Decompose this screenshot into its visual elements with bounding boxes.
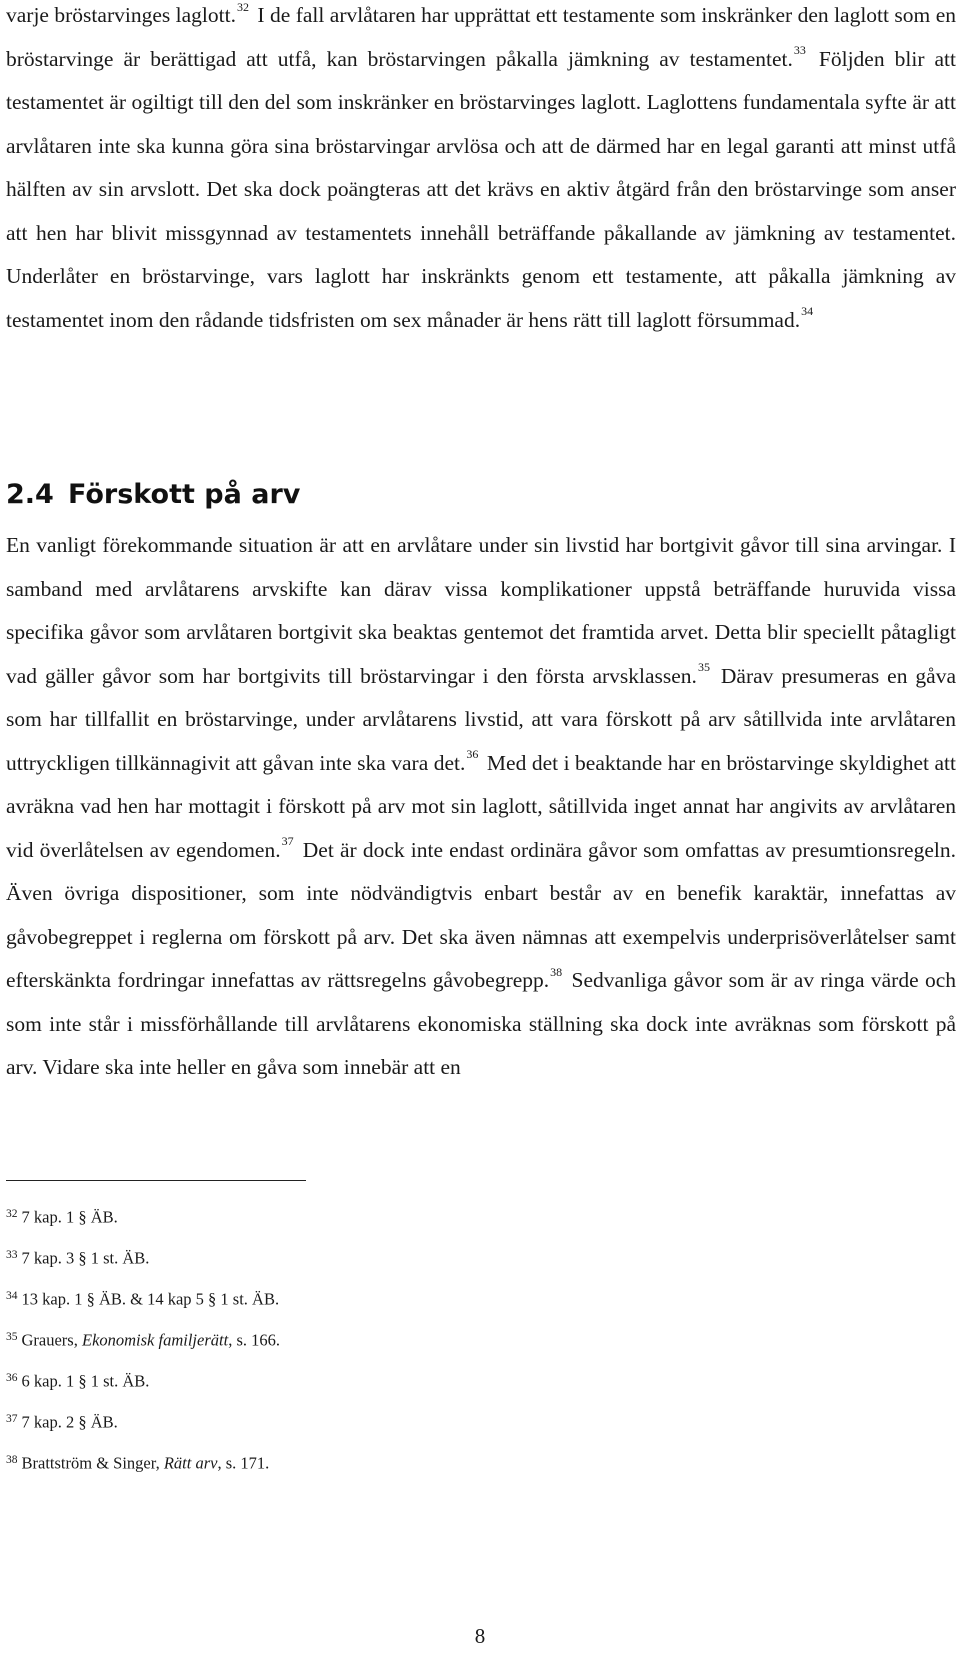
footnote-item: $^{34}$ 13 kap. 1 § ÄB. & 14 kap 5 § 1 st. ÄB.: [6, 1289, 280, 1309]
footnote-reference: 33: [793, 43, 806, 58]
paragraph-forskott: En vanligt förekommande situation är att en arvlåtare under sin livstid har bortgivit gåvor till sina arvingar. I samband med arvlåtarens arvskifte kan därav vissa komplikationer uppstå beträffande huruvida vissa specifika gåvor som arvlåtaren bortgivit ska beaktas gentemot det framtida arvet. Detta blir speciellt påtagligt vad gäller gåvor som har bortgivits till bröstarvingar i den första arvsklassen.$^{35}$ Därav presumeras en gåva som har tillfallit en bröstarvinge, under arvlåtarens livstid, att vara förskott på arv såtillvida inte arvlåtaren uttryckligen tillkännagivit att gåvan inte ska vara det.$^{36}$ Med det i beaktande har en bröstarvinge skyldighet att avräkna vad hen har mottagit i förskott på arv mot sin laglott, såtillvida inget annat har angivits av arvlåtaren vid överlåtelsen av egendomen.$^{37}$ Det är dock inte endast ordinära gåvor som omfattas av presumtionsregeln. Även övriga dispositioner, som inte nödvändigtvis enbart består av en benefik karaktär, innefattas av gåvobegreppet i reglerna om förskott på arv. Det ska även nämnas att exempelvis underprisöverlåtelser samt efterskänkta fordringar innefattas av rättsregelns gåvobegrepp.$^{38}$ Sedvanliga gåvor som är av ringa värde och som inte står i missförhållande till arvlåtarens ekonomiska ställning ska dock inte avräknas som förskott på arv. Vidare ska inte heller en gåva som innebär att en: [6, 533, 956, 1079]
footnote-number: 33: [6, 1249, 18, 1261]
page-number: 8: [474, 1624, 486, 1648]
italic-title: Ekonomisk familjerätt: [81, 1330, 229, 1350]
footnote-number: 35: [6, 1331, 18, 1343]
footnote-number: 37: [6, 1413, 18, 1425]
section-number: 2.4: [6, 479, 54, 510]
footnote-reference: 37: [281, 834, 294, 849]
italic-title: Rätt arv: [163, 1453, 218, 1473]
footnote-reference: 32: [236, 0, 249, 14]
footnote-item: $^{32}$ 7 kap. 1 § ÄB.: [6, 1207, 118, 1227]
footnote-item: $^{33}$ 7 kap. 3 § 1 st. ÄB.: [6, 1248, 150, 1268]
footnote-reference: 35: [697, 660, 710, 675]
footnote-number: 38: [6, 1454, 18, 1466]
footnote-item: $^{35}$ Grauers, Ekonomisk familjerätt, s. 166.: [6, 1330, 280, 1350]
footnote-reference: 34: [801, 304, 814, 319]
footnote-reference: 38: [550, 964, 563, 979]
footnote-item: $^{37}$ 7 kap. 2 § ÄB.: [6, 1412, 118, 1432]
footnote-number: 36: [6, 1372, 18, 1384]
footnote-number: 34: [6, 1290, 18, 1302]
footnote-reference: 36: [466, 747, 479, 762]
section-heading: [6, 478, 300, 512]
footnote-item: $^{36}$ 6 kap. 1 § 1 st. ÄB.: [6, 1371, 150, 1391]
paragraph-laglott: varje bröstarvinges laglott.$^{32}$ I de fall arvlåtaren har upprättat ett testamente som inskränker den laglott som en bröstarvinge är berättigad att utfå, kan bröstarvingen påkalla jämkning av testamentet.$^{33}$ Följden blir att testamentet är ogiltigt till den del som inskränker en bröstarvinges laglott. Laglottens fundamentala syfte är att arvlåtaren inte ska kunna göra sina bröstarvingar arvlösa och att de därmed har en legal garanti att minst utfå hälften av sin arvslott. Det ska dock poängteras att det krävs en aktiv åtgärd från den bröstarvinge som anser att hen har blivit missgynnad av testamentets innehåll beträffande påkallande av jämkning av testamentet. Underlåter en bröstarvinge, vars laglott har inskränkts genom ett testamente, att påkalla jämkning av testamentet inom den rådande tidsfristen om sex månader är hens rätt till laglott försummad.$^{34}$: [6, 0, 956, 332]
footnote-separator: [6, 1180, 306, 1181]
section-title: Förskott på arv: [68, 479, 301, 510]
footnote-list: [6, 1195, 280, 1482]
footnote-item: $^{38}$ Brattström & Singer, Rätt arv, s. 171.: [6, 1453, 270, 1473]
footnote-number: 32: [6, 1208, 18, 1220]
